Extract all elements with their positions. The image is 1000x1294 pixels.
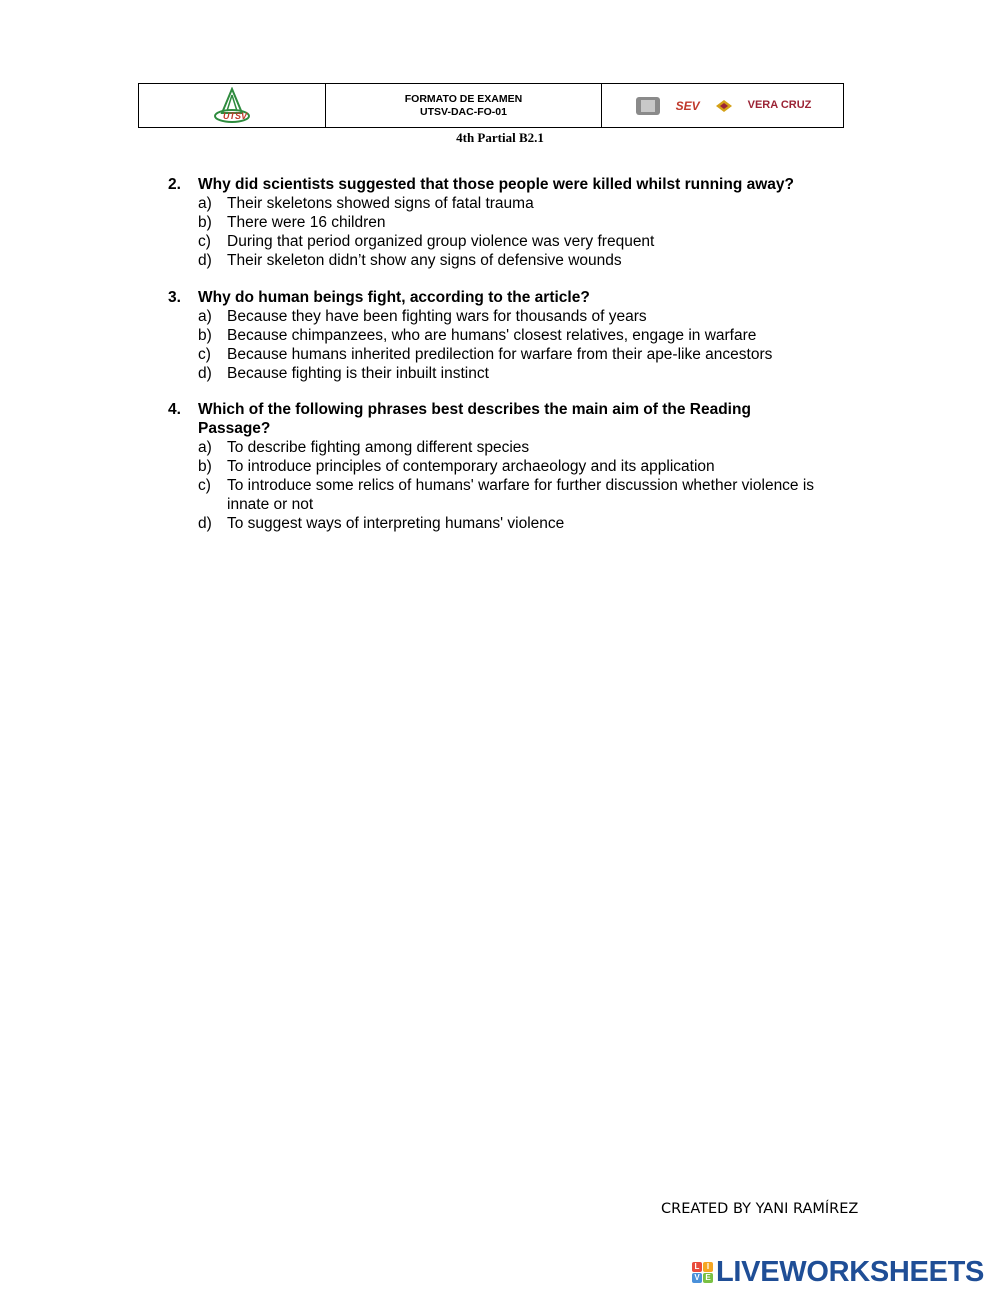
answer-option[interactable] [168, 364, 858, 383]
option-letter: c) [198, 233, 211, 250]
option-text: Their skeleton didn’t show any signs of defensive wounds [227, 252, 622, 269]
option-letter: d) [198, 252, 212, 269]
brand-mark-letter: E [703, 1273, 713, 1283]
answer-option[interactable] [168, 457, 888, 476]
option-text: During that period organized group violence was very frequent [227, 233, 655, 250]
option-text: To suggest ways of interpreting humans' violence [227, 515, 565, 532]
answer-option[interactable] [168, 326, 858, 345]
exam-subtitle: 4th Partial B2.1 [456, 130, 544, 145]
answer-option[interactable] [168, 514, 788, 533]
option-letter: c) [198, 477, 211, 494]
veracruz-logo: VERA CRUZ [747, 99, 812, 111]
question-4 [168, 400, 815, 533]
question-2 [168, 175, 858, 270]
option-text: Because fighting is their inbuilt instinct [227, 365, 489, 382]
liveworksheets-wordmark: LIVEWORKSHEETS [716, 1256, 985, 1288]
option-letter: a) [198, 308, 212, 325]
option-text: There were 16 children [227, 214, 386, 231]
question-text: Why do human beings fight, according to the article? [198, 289, 590, 306]
option-text: Because they have been fighting wars for thousands of years [227, 308, 647, 325]
brand-mark-letter: V [692, 1273, 702, 1283]
option-text: Their skeletons showed signs of fatal trauma [227, 195, 534, 212]
question-text: Which of the following phrases best describes the main aim of the Reading Passage? [198, 401, 751, 437]
option-text: To introduce principles of contemporary archaeology and its application [227, 458, 715, 475]
option-letter: a) [198, 195, 212, 212]
option-text: Because humans inherited predilection for warfare from their ape-like ancestors [227, 346, 773, 363]
veracruz-emblem-icon [714, 98, 734, 114]
answer-option[interactable] [168, 438, 788, 457]
option-letter: b) [198, 458, 212, 475]
answer-option[interactable] [168, 345, 858, 364]
exam-header-table [138, 83, 844, 128]
option-letter: b) [198, 214, 212, 231]
svg-text:UTSV: UTSV [223, 110, 248, 121]
institution-logos-cell [602, 84, 843, 127]
state-seal-icon [634, 95, 662, 117]
question-number: 3. [168, 289, 181, 306]
liveworksheets-logo-icon [692, 1262, 713, 1283]
question-3 [168, 288, 858, 383]
utsv-logo-icon [210, 87, 254, 125]
liveworksheets-brand[interactable] [692, 1256, 984, 1289]
exam-format-title-line1: FORMATO DE EXAMEN [404, 92, 523, 105]
option-letter: a) [198, 439, 212, 456]
answer-option[interactable] [168, 307, 858, 326]
option-letter: b) [198, 327, 212, 344]
answer-option[interactable] [168, 232, 858, 251]
option-text: To describe fighting among different species [227, 439, 530, 456]
brand-mark-letter: I [703, 1262, 713, 1272]
brand-mark-letter: L [692, 1262, 702, 1272]
question-text: Why did scientists suggested that those people were killed whilst running away? [198, 176, 794, 193]
answer-option[interactable] [168, 476, 858, 514]
author-credit: CREATED BY YANI RAMÍREZ [661, 1201, 859, 1217]
answer-option[interactable] [168, 194, 858, 213]
sev-logo: SEV [675, 98, 700, 113]
answer-option[interactable] [168, 251, 858, 270]
exam-format-code: UTSV-DAC-FO-01 [420, 105, 507, 118]
option-letter: c) [198, 346, 211, 363]
question-number: 2. [168, 176, 181, 193]
answer-option[interactable] [168, 213, 858, 232]
option-letter: d) [198, 515, 212, 532]
option-letter: d) [198, 365, 212, 382]
option-text: Because chimpanzees, who are humans' closest relatives, engage in warfare [227, 327, 757, 344]
exam-format-title [326, 84, 602, 127]
question-number: 4. [168, 401, 181, 418]
utsv-logo-cell [139, 84, 326, 127]
option-text: To introduce some relics of humans' warfare for further discussion whether violence is innate or not [227, 477, 815, 513]
